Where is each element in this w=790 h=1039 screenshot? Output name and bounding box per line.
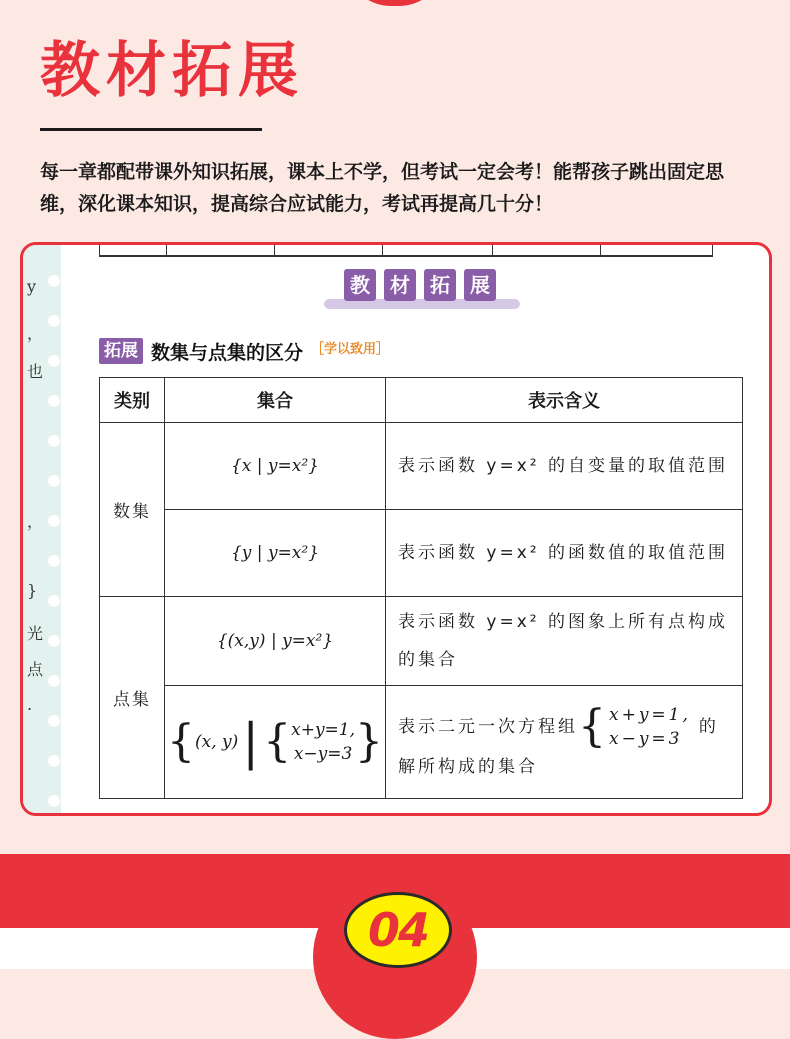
separator-bar: | bbox=[242, 713, 260, 771]
title-underline bbox=[40, 128, 262, 131]
subheading-tag: 拓展 bbox=[99, 338, 143, 364]
top-decoration bbox=[345, 0, 445, 6]
page-title: 教材拓展 bbox=[40, 36, 304, 106]
header-meaning: 表示含义 bbox=[386, 378, 743, 423]
set-cell bbox=[165, 686, 386, 799]
strip-glyph: 也 bbox=[27, 362, 44, 381]
meaning-cell: 表示函数 y=x² 的自变量的取值范围 bbox=[386, 423, 743, 510]
strip-glyph: 点 bbox=[27, 660, 44, 679]
spiral-hole bbox=[48, 635, 60, 647]
spiral-hole bbox=[48, 435, 60, 447]
set-cell: {x | y=x²} bbox=[165, 423, 386, 510]
spiral-hole bbox=[48, 355, 60, 367]
equation-line: x+y=1, bbox=[609, 705, 691, 725]
right-brace: } bbox=[355, 716, 384, 767]
set-cell: {y | y=x²} bbox=[165, 510, 386, 597]
previous-table-divider bbox=[382, 245, 383, 255]
table-row bbox=[100, 423, 743, 510]
table-row bbox=[100, 510, 743, 597]
subheading-note: ［学以致用］ bbox=[311, 341, 390, 357]
spiral-hole bbox=[48, 395, 60, 407]
meaning-cell: 表示函数 y=x² 的函数值的取值范围 bbox=[386, 510, 743, 597]
spiral-hole bbox=[48, 275, 60, 287]
strip-glyph: ， bbox=[27, 512, 44, 531]
meaning-prefix: 表示二元一次方程组 bbox=[398, 717, 578, 737]
table-row bbox=[100, 597, 743, 686]
set-expression bbox=[166, 713, 384, 771]
strip-glyph: 光 bbox=[27, 624, 44, 643]
banner-char: 材 bbox=[384, 269, 416, 301]
spiral-hole bbox=[48, 755, 60, 767]
strip-glyph: y bbox=[27, 277, 37, 296]
left-brace: { bbox=[166, 716, 195, 767]
previous-table-divider bbox=[166, 245, 167, 255]
table-header-row bbox=[100, 378, 743, 423]
spiral-hole bbox=[48, 715, 60, 727]
subheading bbox=[99, 337, 389, 365]
equation-line: x−y=3 bbox=[293, 744, 353, 764]
strip-glyph: . bbox=[27, 695, 33, 714]
category-cell: 点集 bbox=[100, 597, 165, 799]
spiral-hole bbox=[48, 595, 60, 607]
spiral-hole bbox=[48, 795, 60, 807]
equation-line: x−y=3 bbox=[609, 729, 683, 749]
strip-glyph: ， bbox=[27, 324, 44, 343]
equation-system bbox=[609, 703, 691, 751]
meaning-tail: 解所构成的集合 bbox=[398, 757, 538, 777]
meaning-cell bbox=[386, 686, 743, 799]
meaning-cell: 表示函数 y=x² 的图象上所有点构成的集合 bbox=[386, 597, 743, 686]
section-number-badge: 04 bbox=[344, 892, 452, 968]
equation-system bbox=[291, 718, 355, 766]
meaning-suffix: 的 bbox=[698, 717, 719, 737]
spiral-hole bbox=[48, 515, 60, 527]
set-cell: {(x,y) | y=x²} bbox=[165, 597, 386, 686]
set-prefix: (x, y) bbox=[194, 732, 239, 752]
strip-glyph: } bbox=[27, 581, 38, 600]
spiral-hole bbox=[48, 315, 60, 327]
previous-table-divider bbox=[492, 245, 493, 255]
subheading-title: 数集与点集的区分 bbox=[151, 341, 304, 364]
meaning-expression bbox=[398, 702, 719, 752]
spiral-hole bbox=[48, 475, 60, 487]
previous-table-divider bbox=[274, 245, 275, 255]
system-brace: { bbox=[263, 716, 292, 767]
spiral-hole bbox=[48, 555, 60, 567]
comparison-table bbox=[99, 377, 743, 799]
banner-char: 展 bbox=[464, 269, 496, 301]
banner-char: 教 bbox=[344, 269, 376, 301]
header-set: 集合 bbox=[165, 378, 386, 423]
equation-line: x+y=1, bbox=[291, 720, 356, 740]
banner-char: 拓 bbox=[424, 269, 456, 301]
binding-strip bbox=[23, 245, 61, 813]
header-category: 类别 bbox=[100, 378, 165, 423]
system-brace: { bbox=[578, 701, 609, 752]
previous-table-edge bbox=[99, 245, 713, 257]
book-page-card bbox=[20, 242, 772, 816]
previous-table-divider bbox=[600, 245, 601, 255]
spiral-hole bbox=[48, 675, 60, 687]
table-row bbox=[100, 686, 743, 799]
category-cell: 数集 bbox=[100, 423, 165, 597]
page-description: 每一章都配带课外知识拓展，课本上不学，但考试一定会考！能帮孩子跳出固定思维，深化课本知识，提高综合应试能力，考试再提高几十分！ bbox=[40, 161, 725, 215]
